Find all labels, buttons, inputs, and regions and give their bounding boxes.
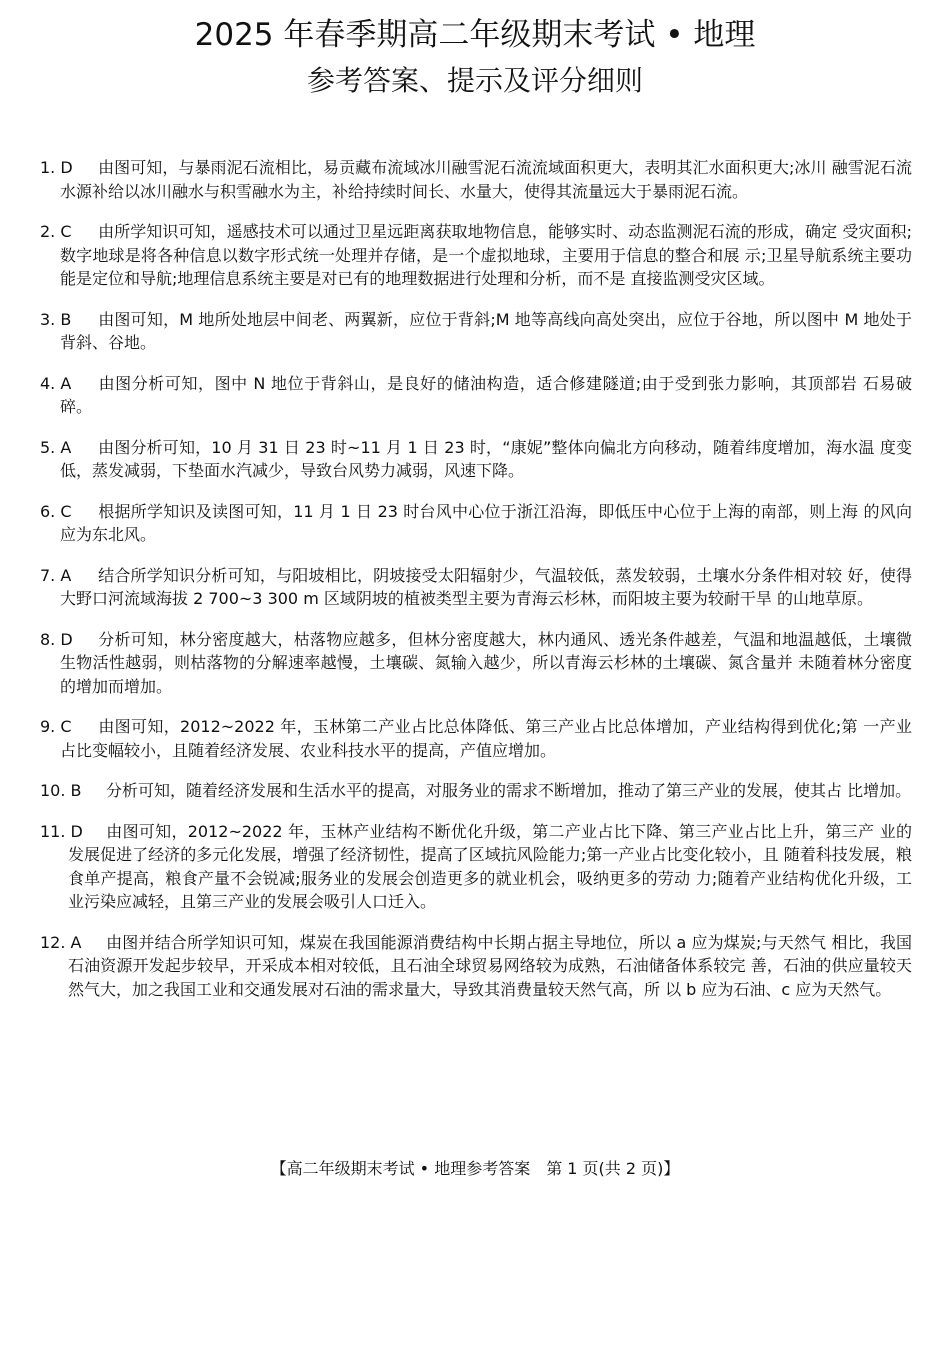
answer-explanation: 结合所学知识分析可知，与阳坡相比，阴坡接受太阳辐射少，气温较低，蒸发较弱，土壤水分条件相对较 好，使得大野口河流域海拔 2 700~3 300 m 区域阴坡的植被类型主要为青海云杉林，而阳坡主要为较耐干旱 的山地草原。 <box>60 565 912 608</box>
answer-key: A <box>70 932 82 952</box>
answer-item-7 <box>40 564 912 611</box>
answer-key: C <box>60 717 72 736</box>
answer-explanation: 由图分析可知，10 月 31 日 23 时~11 月 1 日 23 时，“康妮”整体向偏北方向移动，随着纬度增加，海水温 度变低，蒸发减弱，下垫面水汽减少，导致台风势力减弱，风速下降。 <box>60 437 912 480</box>
answer-number: 7. A <box>40 565 72 585</box>
answer-key: D <box>60 629 73 649</box>
answer-item-10 <box>40 779 912 803</box>
answer-explanation: 由图分析可知，图中 N 地位于背斜山，是良好的储油构造，适合修建隧道;由于受到张力影响，其顶部岩 石易破碎。 <box>60 373 912 416</box>
answer-key: A <box>60 437 72 457</box>
answer-explanation: 由图可知，与暴雨泥石流相比，易贡藏布流域冰川融雪泥石流流域面积更大，表明其汇水面积更大;冰川 融雪泥石流水源补给以冰川融水与积雪融水为主，补给持续时间长、水量大，使得其流量远大于暴雨泥石流。 <box>60 158 912 201</box>
answer-explanation: 根据所学知识及读图可知，11 月 1 日 23 时台风中心位于浙江沿海，即低压中心位于上海的南部，则上海 的风向应为东北风。 <box>60 501 912 544</box>
answer-key: A <box>60 373 72 393</box>
answer-item-8 <box>40 628 912 699</box>
answer-number: 4. A <box>40 373 72 393</box>
answer-key: C <box>60 501 72 521</box>
answer-number: 10. B <box>40 781 82 800</box>
answer-key: D <box>70 821 83 841</box>
answer-explanation: 由图可知，2012~2022 年，玉林第二产业占比总体降低、第三产业占比总体增加，产业结构得到优化;第 一产业占比变幅较小，且随着经济发展、农业科技水平的提高，产值应增加。 <box>60 717 912 760</box>
answer-key: B <box>60 309 72 329</box>
answer-number: 6. C <box>40 501 72 521</box>
answer-explanation: 由图可知，M 地所处地层中间老、两翼新，应位于背斜;M 地等高线向高处突出，应位于谷地，所以图中 M 地处于背斜、谷地。 <box>60 309 912 352</box>
answer-explanation: 由图并结合所学知识可知，煤炭在我国能源消费结构中长期占据主导地位，所以 a 应为煤炭;与天然气 相比，我国石油资源开发起步较早，开采成本相对较低，且石油全球贸易网络较为成熟，石油储备体系较完 善，石油的供应量较天然气大，加之我国工业和交通发展对石油的需求量大，导致其消费量较天然气高，所 以 b 应为石油、c 应为天然气。 <box>68 932 912 999</box>
page-footer: 【高二年级期末考试 • 地理参考答案 第 1 页(共 2 页)】 <box>270 1159 680 1178</box>
answer-explanation: 由图可知，2012~2022 年，玉林产业结构不断优化升级，第二产业占比下降、第三产业占比上升，第三产 业的发展促进了经济的多元化发展，增强了经济韧性，提高了区域抗风险能力;第一产业占比变化较小，且 随着科技发展，粮食单产提高，粮食产量不会锐减;服务业的发展会创造更多的就业机会，吸纳更多的劳动 力;随着产业结构优化升级，工业污染应减轻，且第三产业的发展会吸引人口迁入。 <box>68 821 912 911</box>
answer-number: 8. D <box>40 629 73 649</box>
answer-item-4 <box>40 372 912 419</box>
answer-number: 12. A <box>40 932 82 952</box>
answer-explanation: 分析可知，随着经济发展和生活水平的提高，对服务业的需求不断增加，推动了第三产业的发展，使其占 比增加。 <box>106 781 912 800</box>
answer-item-1 <box>40 156 912 203</box>
answer-key: C <box>60 222 72 241</box>
answer-item-2 <box>40 220 912 291</box>
answer-item-5 <box>40 436 912 483</box>
answer-key: A <box>60 565 72 585</box>
answer-item-11 <box>40 820 912 914</box>
answer-item-6 <box>40 500 912 547</box>
answer-key: B <box>70 781 82 800</box>
answer-key: D <box>60 158 73 177</box>
answer-list <box>40 156 912 1018</box>
answer-number: 3. B <box>40 309 72 329</box>
answer-item-9 <box>40 715 912 762</box>
answer-number: 1. D <box>40 158 73 177</box>
page-title: 2025 年春季期高二年级期末考试 • 地理 <box>194 17 756 53</box>
answer-explanation: 分析可知，林分密度越大，枯落物应越多，但林分密度越大，林内通风、透光条件越差，气温和地温越低，土壤微生物活性越弱，则枯落物的分解速率越慢，土壤碳、氮输入越少，所以青海云杉林的土壤碳、氮含量并 未随着林分密度的增加而增加。 <box>60 629 912 696</box>
answer-item-3 <box>40 308 912 355</box>
answer-item-12 <box>40 931 912 1002</box>
answer-number: 5. A <box>40 437 72 457</box>
answer-number: 11. D <box>40 821 83 841</box>
answer-explanation: 由所学知识可知，遥感技术可以通过卫星远距离获取地物信息，能够实时、动态监测泥石流的形成，确定 受灾面积;数字地球是将各种信息以数字形式统一处理并存储，是一个虚拟地球，主要用于信息的整合和展 示;卫星导航系统主要功能是定位和导航;地理信息系统主要是对已有的地理数据进行处理和分析，而不是 直接监测受灾区域。 <box>60 222 912 288</box>
page-subtitle: 参考答案、提示及评分细则 <box>306 64 643 97</box>
answer-number: 2. C <box>40 222 72 241</box>
answer-number: 9. C <box>40 717 72 736</box>
